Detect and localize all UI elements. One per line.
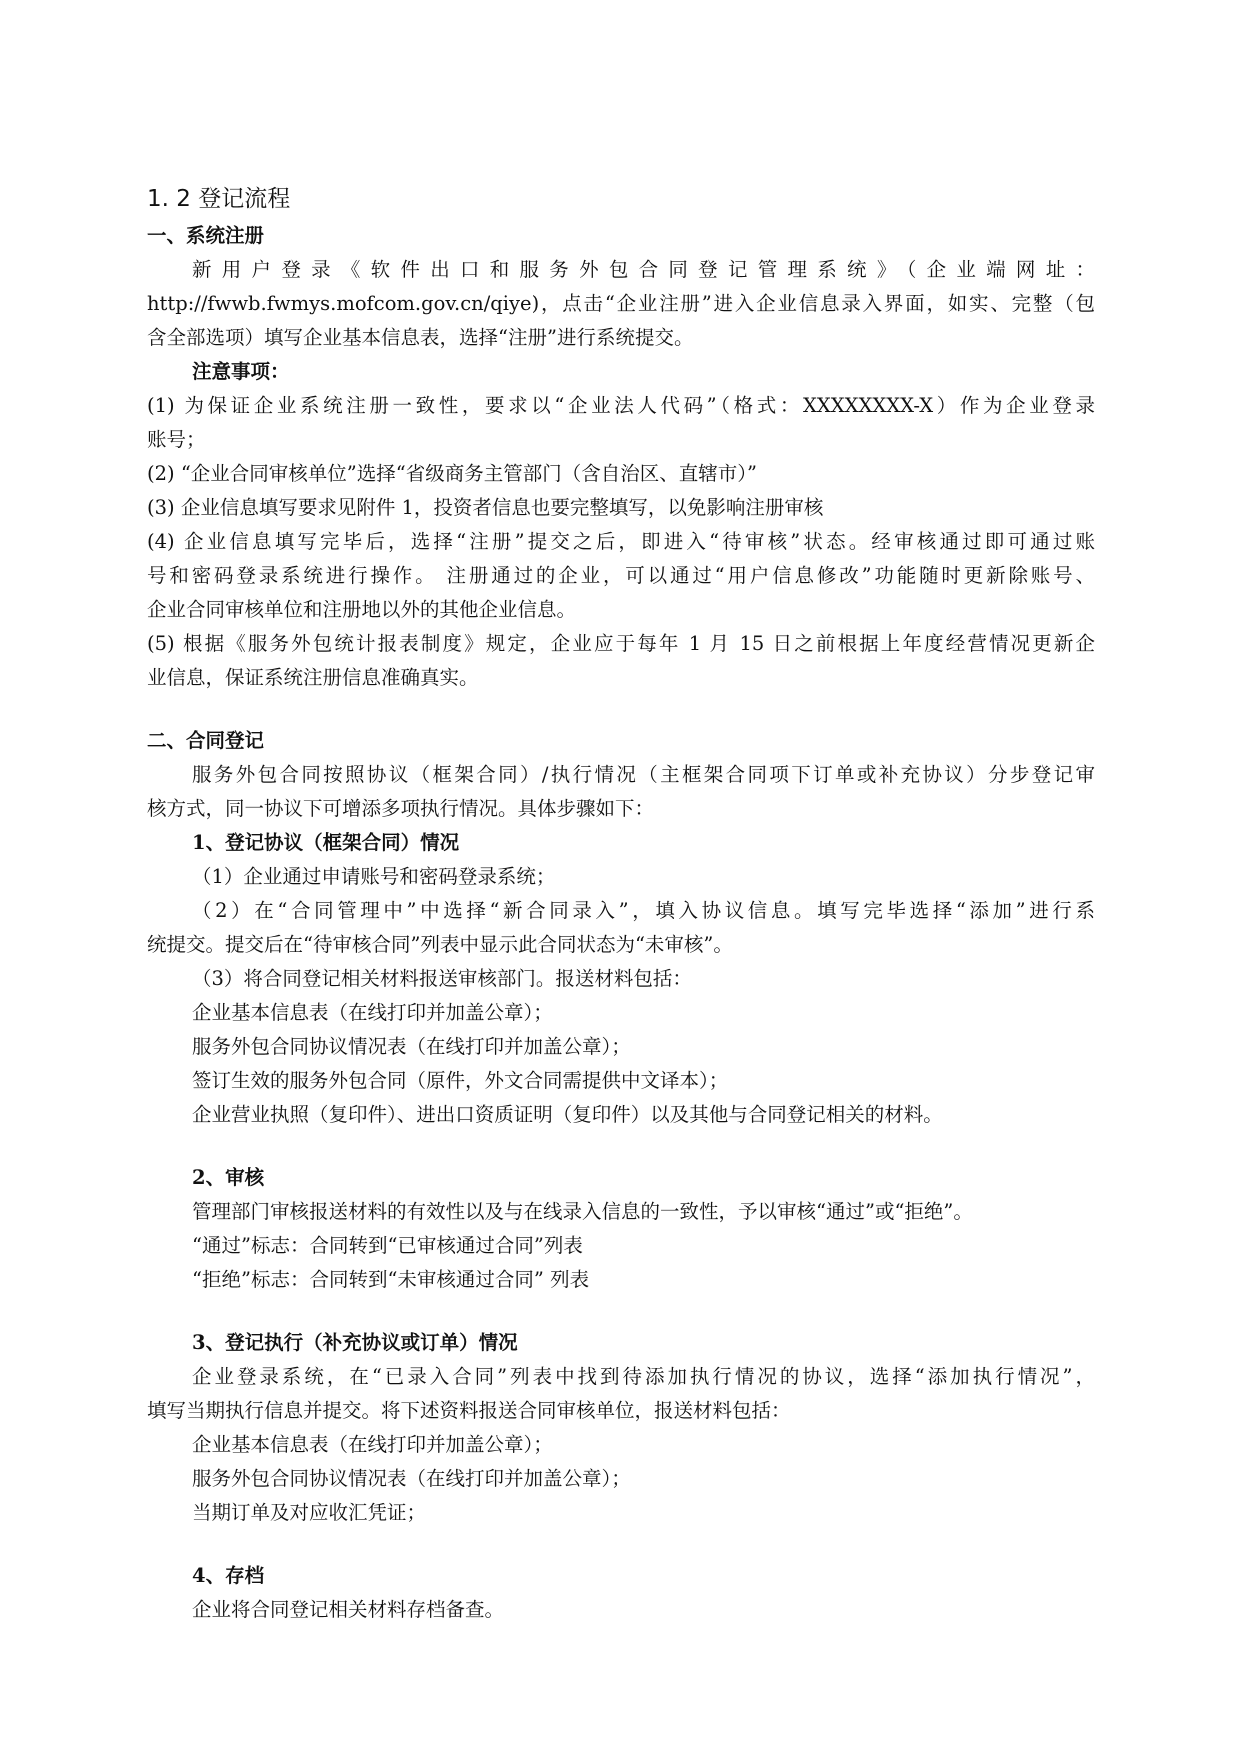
step3-material-2: 服务外包合同协议情况表（在线打印并加盖公章）； (192, 1467, 631, 1490)
step3-material-3: 当期订单及对应收汇凭证； (192, 1501, 427, 1524)
step2-line-1: 管理部门审核报送材料的有效性以及与在线录入信息的一致性，予以审核“通过”或“拒绝”。 (192, 1200, 973, 1223)
note-2: (2) “企业合同审核单位”选择“省级商务主管部门（含自治区、直辖市）” (147, 462, 757, 485)
step1-line-2: （2）在“合同管理中”中选择“新合同录入”，填入协议信息。填写完毕选择“添加”进行系 (192, 899, 1095, 922)
step3-line-1: 企业登录系统，在“已录入合同”列表中找到待添加执行情况的协议，选择“添加执行情况”， (192, 1365, 1095, 1388)
part2-intro-line-2: 核方式，同一协议下可增添多项执行情况。具体步骤如下： (147, 797, 655, 820)
step2-heading: 2、审核 (192, 1166, 265, 1189)
step4-heading: 4、存档 (192, 1564, 265, 1587)
part2-intro-line-1: 服务外包合同按照协议（框架合同）/执行情况（主框架合同项下订单或补充协议）分步登记审 (192, 763, 1095, 786)
note-3: (3) 企业信息填写要求见附件 1，投资者信息也要完整填写，以免影响注册审核 (147, 496, 824, 519)
step1-material-3: 签订生效的服务外包合同（原件，外文合同需提供中文译本）； (192, 1069, 729, 1092)
step3-line-2: 填写当期执行信息并提交。将下述资料报送合同审核单位，报送材料包括： (147, 1399, 791, 1422)
note-5-line-2: 业信息，保证系统注册信息准确真实。 (147, 666, 479, 689)
part1-intro-line-2: http://fwwb.fwmys.mofcom.gov.cn/qiye)，点击“企业注册”进入企业信息录入界面，如实、完整（包 (147, 292, 1095, 315)
section-title: 1. 2 登记流程 (147, 186, 291, 212)
part1-intro-line-3: 含全部选项）填写企业基本信息表，选择“注册”进行系统提交。 (147, 326, 694, 349)
part1-intro-line-1: 新用户登录《软件出口和服务外包合同登记管理系统》（企业端网址： (192, 258, 1095, 281)
note-1-line-1: (1) 为保证企业系统注册一致性，要求以“企业法人代码”（格式：XXXXXXXX-X）作为企业登录 (147, 394, 1095, 417)
step1-material-2: 服务外包合同协议情况表（在线打印并加盖公章）； (192, 1035, 631, 1058)
note-4-line-1: (4) 企业信息填写完毕后，选择“注册”提交之后，即进入“待审核”状态。经审核通过即可通过账 (147, 530, 1095, 553)
part1-heading: 一、系统注册 (147, 224, 265, 247)
step3-material-1: 企业基本信息表（在线打印并加盖公章）； (192, 1433, 553, 1456)
note-4-line-3: 企业合同审核单位和注册地以外的其他企业信息。 (147, 598, 577, 621)
part2-heading: 二、合同登记 (147, 729, 265, 752)
note-4-line-2: 号和密码登录系统进行操作。 注册通过的企业，可以通过“用户信息修改”功能随时更新除账号、 (147, 564, 1095, 587)
step1-heading: 1、登记协议（框架合同）情况 (192, 831, 460, 854)
notes-heading: 注意事项： (192, 360, 290, 383)
step1-line-3: 统提交。提交后在“待审核合同”列表中显示此合同状态为“未审核”。 (147, 933, 733, 956)
step1-material-4: 企业营业执照（复印件）、进出口资质证明（复印件）以及其他与合同登记相关的材料。 (192, 1103, 943, 1126)
step1-line-4: （3）将合同登记相关材料报送审核部门。报送材料包括： (192, 967, 692, 990)
note-1-line-2: 账号； (147, 428, 206, 451)
note-5-line-1: (5) 根据《服务外包统计报表制度》规定，企业应于每年 1 月 15 日之前根据上年度经营情况更新企 (147, 632, 1095, 655)
step1-line-1: （1）企业通过申请账号和密码登录系统； (192, 865, 556, 888)
step4-line-1: 企业将合同登记相关材料存档备查。 (192, 1598, 505, 1621)
step3-heading: 3、登记执行（补充协议或订单）情况 (192, 1331, 518, 1354)
step1-material-1: 企业基本信息表（在线打印并加盖公章）； (192, 1001, 553, 1024)
step2-line-2: “通过”标志：合同转到“已审核通过合同”列表 (192, 1234, 583, 1257)
step2-line-3: “拒绝”标志：合同转到“未审核通过合同” 列表 (192, 1268, 590, 1291)
